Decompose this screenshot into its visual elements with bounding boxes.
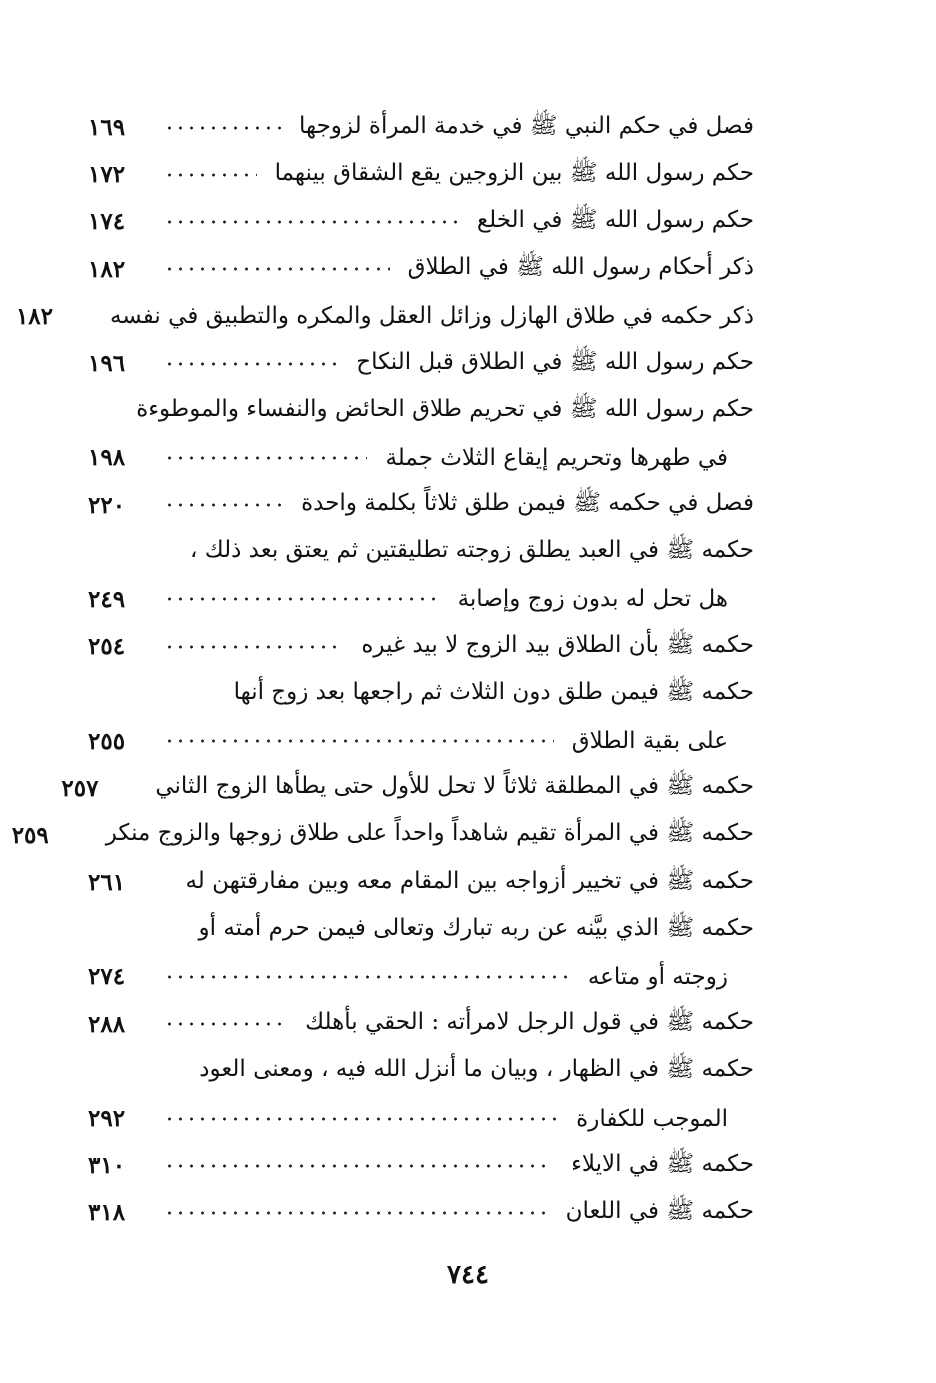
dot-leader — [164, 264, 390, 274]
toc-entry-page: ١٧٤ — [88, 208, 126, 236]
toc-entry-page: ١٩٦ — [88, 350, 126, 378]
toc-entry-page: ٢٢٠ — [88, 491, 126, 519]
toc-entry-title: هل تحل له بدون زوج وإصابة — [457, 586, 728, 613]
toc-entry-page: ١٨٢ — [15, 302, 54, 330]
dot-leader — [164, 642, 343, 652]
toc-entry-page: ٢٤٩ — [88, 585, 126, 613]
toc-entry — [88, 1142, 754, 1189]
toc-entry — [88, 906, 754, 953]
toc-entry-title: حكمه ﷺ في اللعان — [565, 1197, 754, 1224]
toc-entry-page: ٢٥٧ — [61, 774, 99, 802]
dot-leader — [164, 217, 459, 227]
toc-entry-page: ٢٨٨ — [88, 1010, 126, 1038]
dot-leader — [164, 1161, 553, 1171]
toc-entry — [88, 529, 754, 576]
toc-entry-page: ٢٩٢ — [88, 1105, 126, 1133]
toc-entry — [88, 859, 754, 906]
toc-entry — [88, 482, 754, 529]
toc-entry-page: ٢٥٥ — [88, 727, 126, 755]
toc-entry-page: ٣١٠ — [88, 1152, 126, 1180]
toc-entry — [88, 576, 754, 623]
table-of-contents — [11, 104, 754, 1237]
toc-entry-title: حكم رسول الله ﷺ في الخلع — [476, 206, 754, 233]
toc-entry-page: ١٧٢ — [88, 161, 126, 189]
toc-entry-page: ١٦٩ — [88, 114, 126, 142]
toc-entry-title: حكمه ﷺ في تخيير أزواجه بين المقام معه وبين مفارقتهن له — [185, 867, 754, 894]
page-number: ٧٤٤ — [447, 1260, 489, 1290]
toc-entry-title: فصل في حكمه ﷺ فيمن طلق ثلاثاً بكلمة واحدة — [301, 490, 754, 517]
toc-entry — [61, 765, 754, 812]
toc-entry-title: حكمه ﷺ بأن الطلاق بيد الزوج لا بيد غيره — [361, 631, 754, 658]
toc-entry-title: حكمه ﷺ الذي بيَّنه عن ربه تبارك وتعالى فيمن حرم أمته أو — [198, 914, 754, 941]
dot-leader — [164, 594, 440, 604]
dot-leader — [164, 359, 338, 369]
dot-leader — [164, 1019, 287, 1029]
toc-entry — [11, 812, 754, 859]
dot-leader — [164, 123, 281, 133]
toc-entry-page: ١٨٢ — [88, 255, 126, 283]
toc-entry — [88, 1001, 754, 1048]
toc-entry — [88, 623, 754, 670]
toc-entry — [88, 387, 754, 434]
toc-entry — [88, 670, 754, 717]
toc-entry — [88, 198, 754, 245]
toc-entry-title: حكمه ﷺ في العبد يطلق زوجته تطليقتين ثم يعتق بعد ذلك ، — [190, 537, 754, 564]
dot-leader — [164, 170, 257, 180]
toc-entry-title: ذكر أحكام رسول الله ﷺ في الطلاق — [407, 254, 754, 281]
toc-entry-title: حكم رسول الله ﷺ في الطلاق قبل النكاح — [356, 348, 754, 375]
dot-leader — [164, 1208, 548, 1218]
toc-entry — [15, 293, 754, 340]
toc-entry — [88, 340, 754, 387]
toc-entry-page: ٢٥٤ — [88, 633, 126, 661]
toc-entry — [88, 953, 754, 1000]
toc-entry-title: حكمه ﷺ في قول الرجل لامرأته : الحقي بأهلك — [305, 1009, 754, 1036]
toc-entry — [88, 434, 754, 481]
toc-entry-page: ١٩٨ — [88, 444, 126, 472]
toc-entry — [88, 151, 754, 198]
toc-entry-title: حكمه ﷺ في المطلقة ثلاثاً لا تحل للأول حتى يطأها الزوج الثاني — [155, 773, 754, 800]
dot-leader — [164, 500, 283, 510]
toc-entry-title: حكمه ﷺ في الايلاء — [571, 1150, 754, 1177]
toc-entry-title: ذكر حكمه في طلاق الهازل وزائل العقل والمكره والتطبيق في نفسه — [109, 303, 754, 330]
dot-leader — [164, 453, 367, 463]
toc-entry-page: ٢٧٤ — [88, 963, 126, 991]
toc-entry-title: حكمه ﷺ فيمن طلق دون الثلاث ثم راجعها بعد زوج أنها — [233, 678, 754, 705]
toc-entry-title: زوجته أو متاعه — [587, 963, 728, 990]
toc-entry-title: فصل في حكم النبي ﷺ في خدمة المرأة لزوجها — [298, 112, 754, 139]
dot-leader — [164, 736, 554, 746]
toc-entry-page: ٢٦١ — [88, 869, 126, 897]
toc-entry-title: في طهرها وتحريم إيقاع الثلاث جملة — [385, 444, 728, 471]
toc-entry-title: حكمه ﷺ في الظهار ، وبيان ما أنزل الله فيه ، ومعنى العود — [199, 1056, 754, 1083]
toc-entry-page: ٣١٨ — [88, 1199, 126, 1227]
toc-entry-title: الموجب للكفارة — [576, 1105, 728, 1132]
toc-entry — [88, 104, 754, 151]
dot-leader — [164, 878, 167, 888]
toc-entry — [88, 717, 754, 764]
toc-entry — [88, 1189, 754, 1236]
dot-leader — [164, 1114, 558, 1124]
toc-entry-title: على بقية الطلاق — [571, 728, 728, 755]
toc-entry-title: حكمه ﷺ في المرأة تقيم شاهداً واحداً على طلاق زوجها والزوج منكر — [105, 820, 754, 847]
toc-entry-title: حكم رسول الله ﷺ في تحريم طلاق الحائض والنفساء والموطوءة — [136, 395, 754, 422]
toc-entry-title: حكم رسول الله ﷺ بين الزوجين يقع الشقاق بينهما — [274, 159, 754, 186]
toc-entry-page: ٢٥٩ — [11, 821, 49, 849]
toc-entry — [88, 1095, 754, 1142]
toc-entry — [88, 1048, 754, 1095]
dot-leader — [164, 972, 570, 982]
toc-entry — [88, 246, 754, 293]
